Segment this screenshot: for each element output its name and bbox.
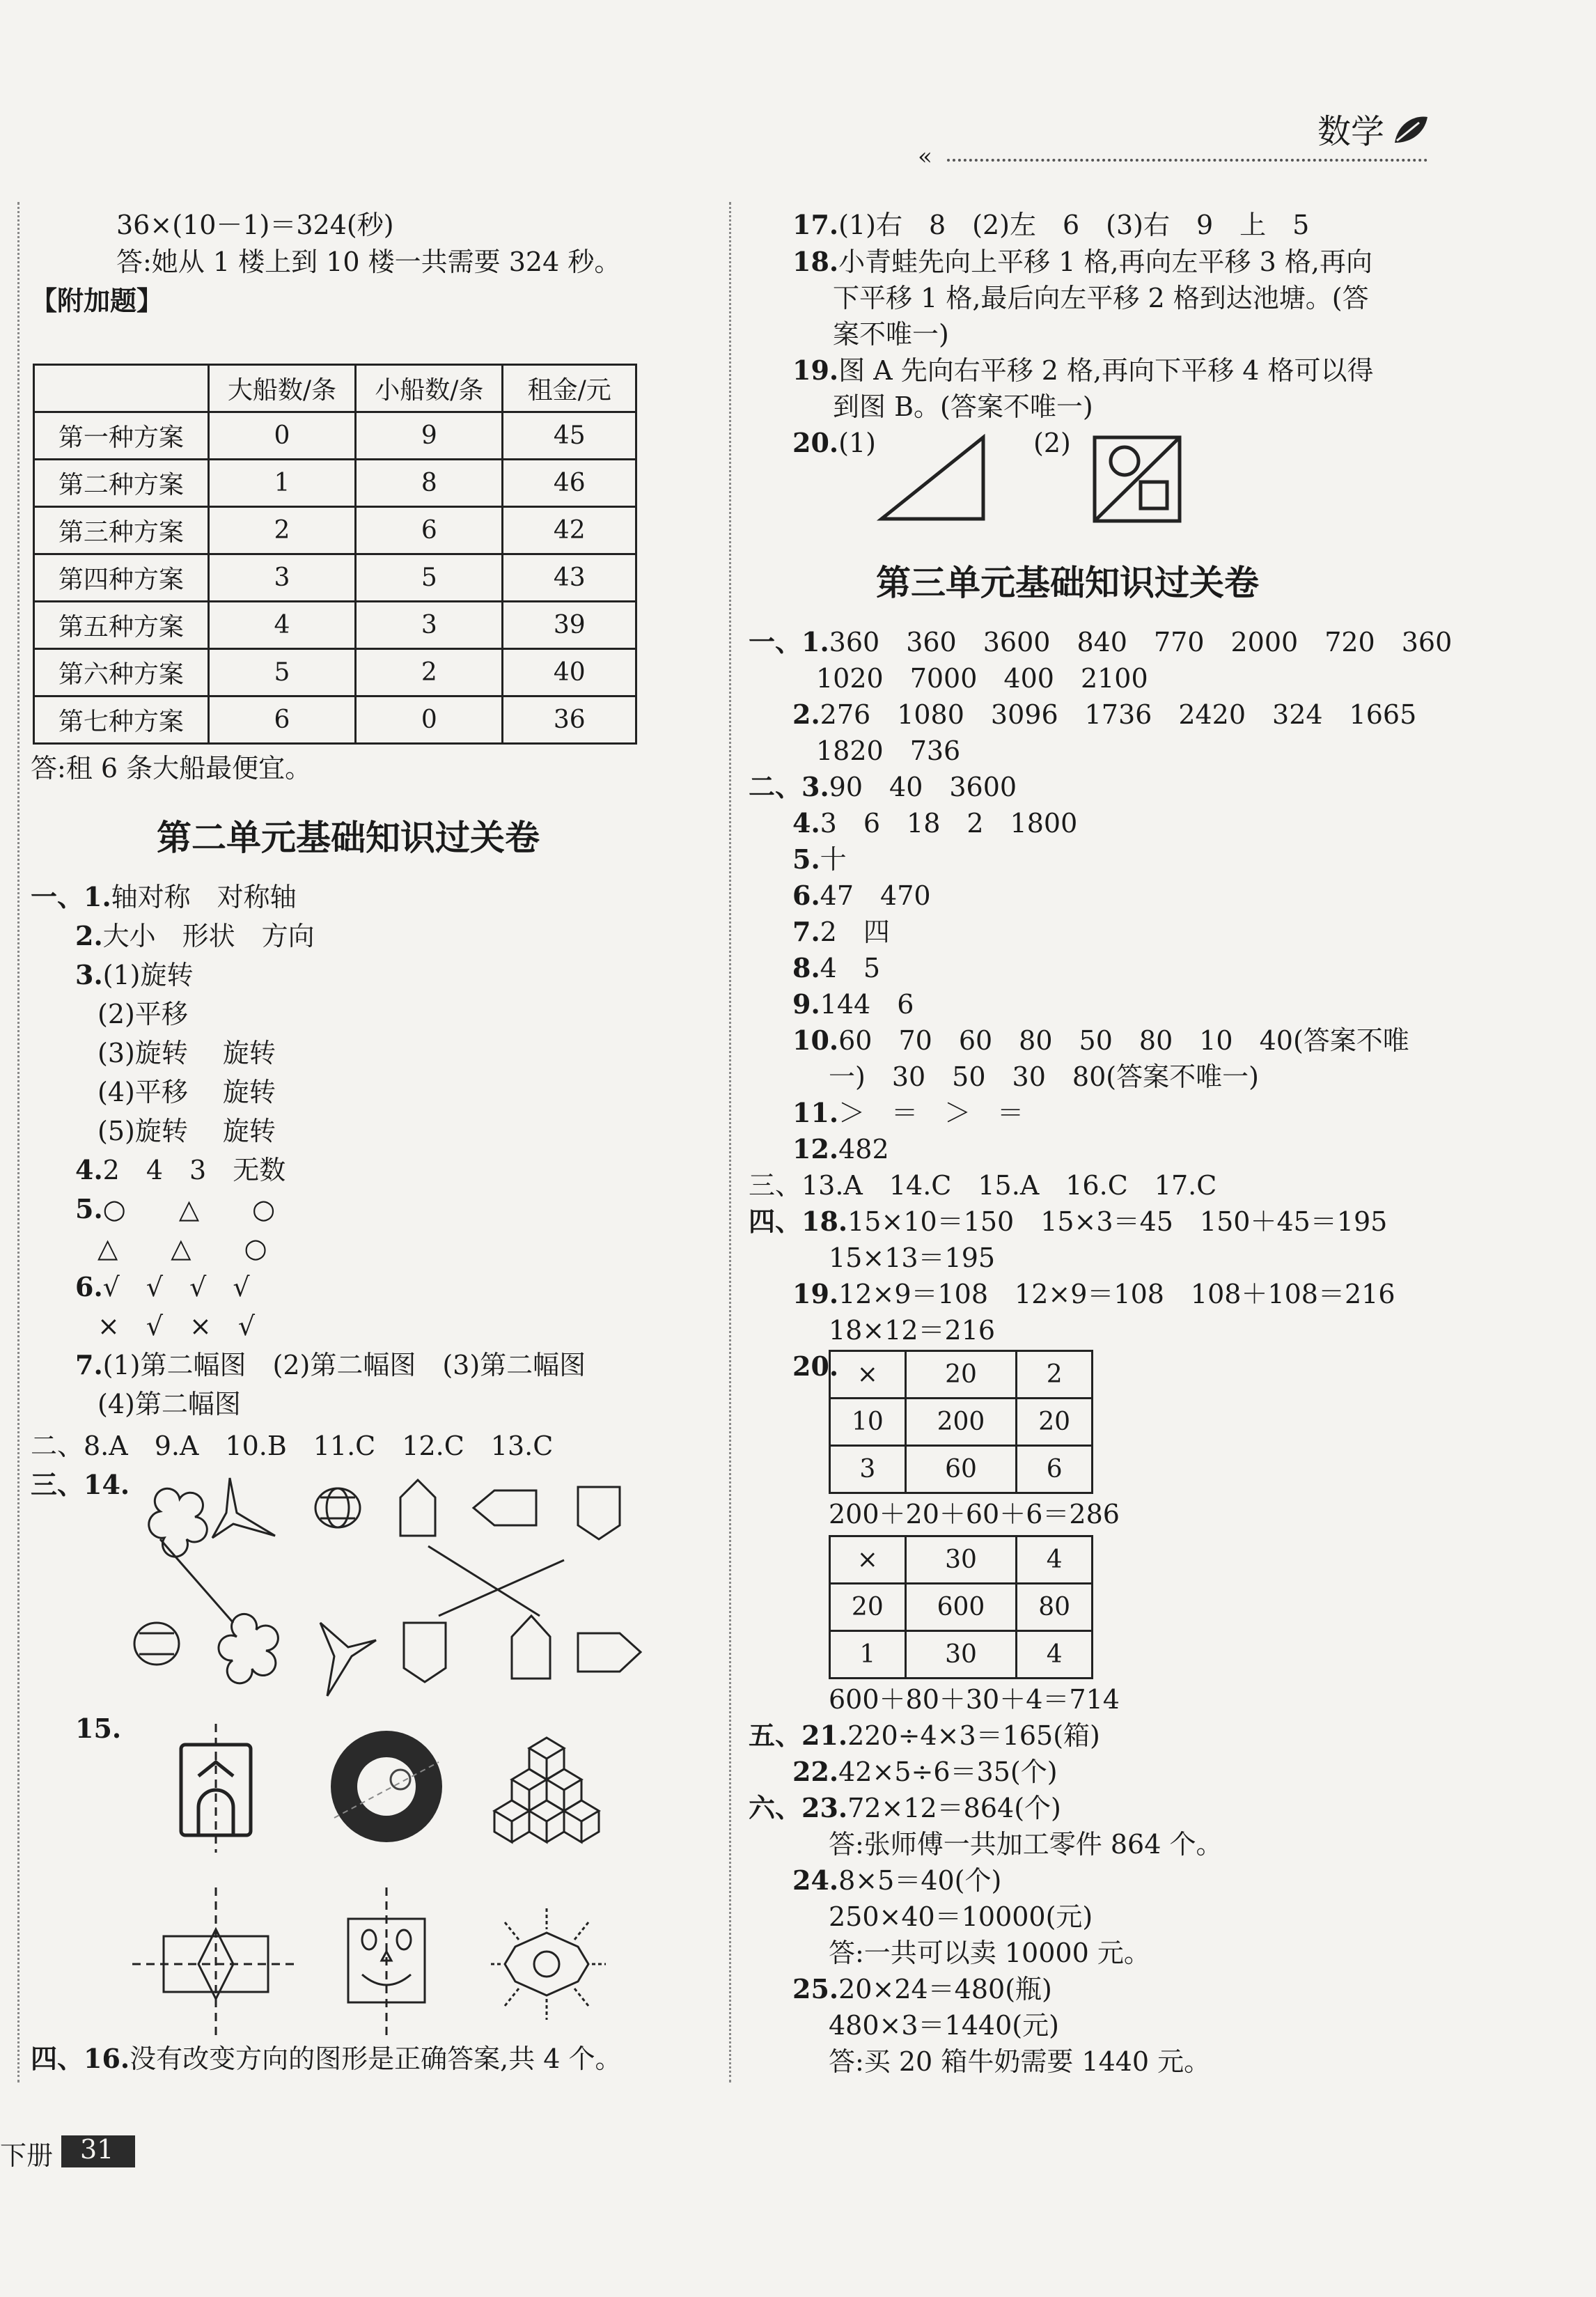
q3-line-5: (5)旋转 旋转	[97, 1116, 276, 1146]
table-row	[34, 412, 636, 460]
header-dotted-line	[947, 159, 1427, 162]
q-num: 17.	[792, 209, 839, 240]
flower-shape	[149, 1488, 208, 1557]
leaf-icon	[1391, 111, 1433, 153]
table-row	[34, 696, 636, 744]
q-num: 25.	[792, 1973, 839, 2004]
grid-cell: 6	[1017, 1446, 1093, 1493]
a18-line-2: 15×13＝195	[829, 1243, 996, 1273]
table-cell: 42	[503, 507, 636, 554]
r18-line-3: 案不唯一)	[833, 319, 949, 350]
table-cell: 39	[503, 602, 636, 649]
q15-label: 15.	[75, 1713, 122, 1744]
q1	[31, 879, 297, 915]
table-cell: 第七种方案	[34, 696, 209, 744]
r17	[792, 207, 1309, 243]
q8-13: 二、8.A 9.A 10.B 11.C 12.C 13.C	[31, 1431, 554, 1461]
q-num: 19.	[792, 1278, 839, 1309]
q5-line-2: △ △ ○	[97, 1233, 267, 1263]
a24-line-2: 250×40＝10000(元)	[829, 1901, 1093, 1932]
table-row	[34, 554, 636, 602]
q-num: 7.	[792, 916, 820, 947]
q-num: 二、3.	[749, 771, 829, 802]
q-text: 90 40 3600	[829, 772, 1017, 802]
a11	[792, 1095, 1024, 1131]
table-cell: 第六种方案	[34, 649, 209, 696]
grid-cell: 1	[830, 1631, 906, 1679]
left-line-2: 答:她从 1 楼上到 10 楼一共需要 324 秒。	[116, 247, 621, 277]
q2	[75, 918, 315, 954]
a12	[792, 1131, 889, 1167]
table-cell: 3	[208, 554, 355, 602]
q4	[75, 1152, 285, 1188]
a10	[792, 1022, 1409, 1059]
r18-line-2: 下平移 1 格,最后向左平移 2 格到达池塘。(答	[833, 283, 1369, 313]
q-num: 4.	[75, 1154, 103, 1185]
house-up-shape-2	[512, 1616, 550, 1679]
q-text: ＞ ＝ ＞ ＝	[838, 1098, 1024, 1128]
q-text: 轴对称 对称轴	[111, 882, 297, 912]
cube-stack-figure	[494, 1738, 599, 1842]
q-num: 6.	[75, 1271, 103, 1302]
q-text: 276 1080 3096 1736 2420 324 1665	[820, 699, 1417, 730]
grid1-sum: 200＋20＋60＋6＝286	[829, 1499, 1120, 1529]
table-row	[34, 649, 636, 696]
square-figure	[1095, 437, 1180, 521]
lantern-shape-2	[134, 1623, 179, 1665]
table-cell: 45	[503, 412, 636, 460]
a4	[792, 805, 1077, 841]
q-num: 7.	[75, 1349, 103, 1380]
left-margin-line	[17, 202, 19, 2082]
a23	[749, 1790, 1061, 1826]
left-line-1: 36×(10－1)＝324(秒)	[116, 210, 394, 240]
grid-cell: 3	[830, 1446, 906, 1493]
q-text: 20×24＝480(瓶)	[838, 1974, 1052, 2004]
q-num: 一、1.	[749, 626, 829, 657]
q-num: 10.	[792, 1025, 839, 1056]
volume-label: 下册	[0, 2140, 54, 2171]
grid-cell: 60	[905, 1446, 1017, 1493]
grid-cell: 10	[830, 1399, 906, 1446]
q-num: 5.	[792, 843, 820, 875]
table-cell: 5	[356, 554, 503, 602]
q-text: 8×5＝40(个)	[838, 1865, 1002, 1896]
grid2-sum: 600＋80＋30＋4＝714	[829, 1684, 1120, 1715]
diamond-rect-figure	[132, 1887, 299, 2041]
table-row	[34, 460, 636, 507]
r20-part-2: (2)	[1033, 428, 1071, 458]
a23-answer: 答:张师傅一共加工零件 864 个。	[829, 1829, 1223, 1860]
house-right-shape	[578, 1633, 641, 1672]
q-text: 小青蛙先向上平移 1 格,再向左平移 3 格,再向	[838, 247, 1372, 277]
a5	[792, 841, 847, 878]
q-text: 15×10＝150 15×3＝45 150＋45＝195	[847, 1206, 1388, 1237]
q6	[75, 1269, 250, 1305]
q-text: (1)右 8 (2)左 6 (3)右 9 上 5	[838, 210, 1310, 240]
q-num: 3.	[75, 959, 103, 990]
q-text: 72×12＝864(个)	[847, 1793, 1061, 1823]
table-header: 租金/元	[503, 365, 636, 412]
grid-cell: 80	[1017, 1584, 1093, 1631]
chevron-icon: «	[918, 143, 932, 171]
a7	[792, 914, 890, 950]
q3	[75, 957, 194, 993]
q-num: 四、16.	[31, 2043, 130, 2074]
tri-star-shape-2	[320, 1623, 376, 1696]
q-text: 360 360 3600 840 770 2000 720 360	[829, 627, 1453, 657]
a2-line-2: 1820 736	[816, 735, 961, 766]
bonus-heading: 【附加题】	[31, 285, 164, 316]
q-num: 12.	[792, 1133, 839, 1165]
multiplication-grid-2	[829, 1535, 1093, 1679]
grid-cell: 200	[905, 1399, 1017, 1446]
q-text: 4 5	[820, 953, 881, 983]
table-header	[34, 365, 209, 412]
q-num: 24.	[792, 1864, 839, 1896]
q-num: 5.	[75, 1193, 103, 1224]
table-header: 大船数/条	[208, 365, 355, 412]
house-left-shape	[474, 1490, 536, 1525]
a21	[749, 1718, 1100, 1754]
grid-cell: ×	[830, 1351, 906, 1399]
table-cell: 0	[356, 696, 503, 744]
q14-matching-figures	[118, 1470, 689, 1706]
q-text: 12×9＝108 12×9＝108 108＋108＝216	[838, 1279, 1395, 1309]
table-cell: 9	[356, 412, 503, 460]
q-num: 20.	[792, 427, 839, 458]
a8	[792, 950, 880, 986]
q3-line-3: (3)旋转 旋转	[97, 1038, 276, 1068]
q-num: 9.	[792, 988, 820, 1020]
house-down-shape-2	[404, 1623, 446, 1682]
table-cell: 36	[503, 696, 636, 744]
grid-cell: ×	[830, 1536, 906, 1584]
a1-line-2: 1020 7000 400 2100	[816, 663, 1148, 694]
q-text: 42×5÷6＝35(个)	[838, 1757, 1058, 1787]
q-text: √ √ √ √	[102, 1272, 250, 1302]
grid-cell: 4	[1017, 1631, 1093, 1679]
sun-figure	[491, 1908, 606, 2020]
table-cell: 46	[503, 460, 636, 507]
q-num: 四、18.	[749, 1206, 848, 1237]
q3-line-4: (4)平移 旋转	[97, 1077, 276, 1107]
q-num: 6.	[792, 880, 820, 911]
table-cell: 第一种方案	[34, 412, 209, 460]
table-cell: 6	[356, 507, 503, 554]
a18	[749, 1204, 1387, 1240]
boat-answer: 答:租 6 条大船最便宜。	[31, 753, 312, 784]
table-cell: 8	[356, 460, 503, 507]
q14-label: 三、14.	[31, 1469, 130, 1500]
grid-cell: 2	[1017, 1351, 1093, 1399]
q-text: (1)旋转	[102, 960, 194, 990]
table-header: 小船数/条	[356, 365, 503, 412]
a25-answer: 答:买 20 箱牛奶需要 1440 元。	[829, 2046, 1211, 2077]
q-text: (1)	[838, 428, 876, 458]
q-text: 60 70 60 80 50 80 10 40(答案不唯	[838, 1025, 1409, 1056]
q-num: 4.	[792, 807, 820, 839]
grid-cell: 20	[1017, 1399, 1093, 1446]
unit3-title: 第三单元基础知识过关卷	[876, 563, 1259, 603]
a22	[792, 1754, 1058, 1790]
q-text: 2 4 3 无数	[102, 1155, 286, 1185]
q3-line-2: (2)平移	[97, 999, 188, 1029]
q-text: 十	[820, 844, 847, 875]
q-text: 220÷4×3＝165(箱)	[847, 1720, 1100, 1751]
q-text: 大小 形状 方向	[102, 921, 315, 951]
table-cell: 第四种方案	[34, 554, 209, 602]
q7-line-2: (4)第二幅图	[97, 1389, 241, 1419]
boat-table	[33, 364, 637, 745]
grid-cell: 20	[830, 1584, 906, 1631]
a10-line-2: 一) 30 50 30 80(答案不唯一)	[829, 1061, 1259, 1092]
q-text: (1)第二幅图 (2)第二幅图 (3)第二幅图	[102, 1350, 586, 1380]
tri-star-shape	[212, 1478, 275, 1538]
q-text: 图 A 先向右平移 2 格,再向下平移 4 格可以得	[838, 355, 1374, 386]
table-cell: 2	[356, 649, 503, 696]
q16	[31, 2041, 622, 2077]
house-down-shape	[578, 1487, 620, 1539]
q-text: 没有改变方向的图形是正确答案,共 4 个。	[130, 2043, 622, 2074]
q6-line-2: × √ × √	[97, 1311, 256, 1341]
face-figure	[348, 1887, 425, 2041]
grid-cell: 20	[905, 1351, 1017, 1399]
page-number: 31	[80, 2134, 114, 2165]
unit2-title: 第二单元基础知识过关卷	[157, 818, 540, 858]
q-text: ○ △ ○	[102, 1194, 276, 1224]
r19-line-2: 到图 B。(答案不唯一)	[833, 391, 1093, 422]
q-num: 19.	[792, 355, 839, 386]
table-cell: 第二种方案	[34, 460, 209, 507]
table-cell: 5	[208, 649, 355, 696]
q-text: 47 470	[820, 880, 931, 911]
a24	[792, 1862, 1001, 1899]
a1	[749, 624, 1452, 660]
q-text: 2 四	[820, 917, 890, 947]
q-num: 2.	[75, 920, 103, 951]
r20	[792, 425, 876, 461]
table-cell: 0	[208, 412, 355, 460]
table-cell: 6	[208, 696, 355, 744]
subject-title: 数学	[1317, 112, 1385, 151]
house-up-shape	[400, 1480, 435, 1536]
q-num: 五、21.	[749, 1720, 848, 1751]
q-num: 一、1.	[31, 881, 111, 912]
q-num: 18.	[792, 246, 839, 277]
a19-line-2: 18×12＝216	[829, 1315, 996, 1346]
grid-cell: 30	[905, 1631, 1017, 1679]
r18	[792, 244, 1372, 280]
grid-cell: 600	[905, 1584, 1017, 1631]
table-cell: 4	[208, 602, 355, 649]
a2	[792, 696, 1416, 733]
column-divider	[729, 202, 731, 2082]
table-cell: 第三种方案	[34, 507, 209, 554]
a25	[792, 1971, 1052, 2007]
a24-answer: 答:一共可以卖 10000 元。	[829, 1938, 1150, 1968]
a20-label: 20.	[792, 1350, 839, 1382]
table-row	[34, 602, 636, 649]
a13-17: 三、13.A 14.C 15.A 16.C 17.C	[749, 1170, 1217, 1201]
arch-figure	[181, 1724, 251, 1853]
a25-line-2: 480×3＝1440(元)	[829, 2010, 1059, 2041]
r19	[792, 352, 1373, 389]
r20-figures	[877, 432, 1198, 529]
table-cell: 1	[208, 460, 355, 507]
table-cell: 40	[503, 649, 636, 696]
lantern-shape	[315, 1488, 360, 1527]
q-text: 144 6	[820, 989, 914, 1020]
flower-shape-2	[219, 1614, 278, 1683]
table-cell: 第五种方案	[34, 602, 209, 649]
q-num: 8.	[792, 952, 820, 983]
grid-cell: 4	[1017, 1536, 1093, 1584]
a9	[792, 986, 914, 1022]
a3	[749, 769, 1017, 805]
table-cell: 43	[503, 554, 636, 602]
a6	[792, 878, 931, 914]
table-cell: 3	[356, 602, 503, 649]
a19	[792, 1276, 1395, 1312]
q-num: 2.	[792, 699, 820, 730]
q-text: 482	[838, 1134, 889, 1165]
q5	[75, 1191, 275, 1227]
table-cell: 2	[208, 507, 355, 554]
q-num: 11.	[792, 1097, 839, 1128]
grid-cell: 30	[905, 1536, 1017, 1584]
q-num: 六、23.	[749, 1792, 848, 1823]
ring-figure	[331, 1731, 442, 1842]
q-text: 3 6 18 2 1800	[820, 808, 1078, 839]
multiplication-grid-1	[829, 1350, 1093, 1494]
triangle-shape	[882, 437, 983, 519]
q15-symmetry-figures	[125, 1720, 627, 2048]
q7	[75, 1347, 586, 1383]
q-num: 22.	[792, 1756, 839, 1787]
table-row	[34, 507, 636, 554]
